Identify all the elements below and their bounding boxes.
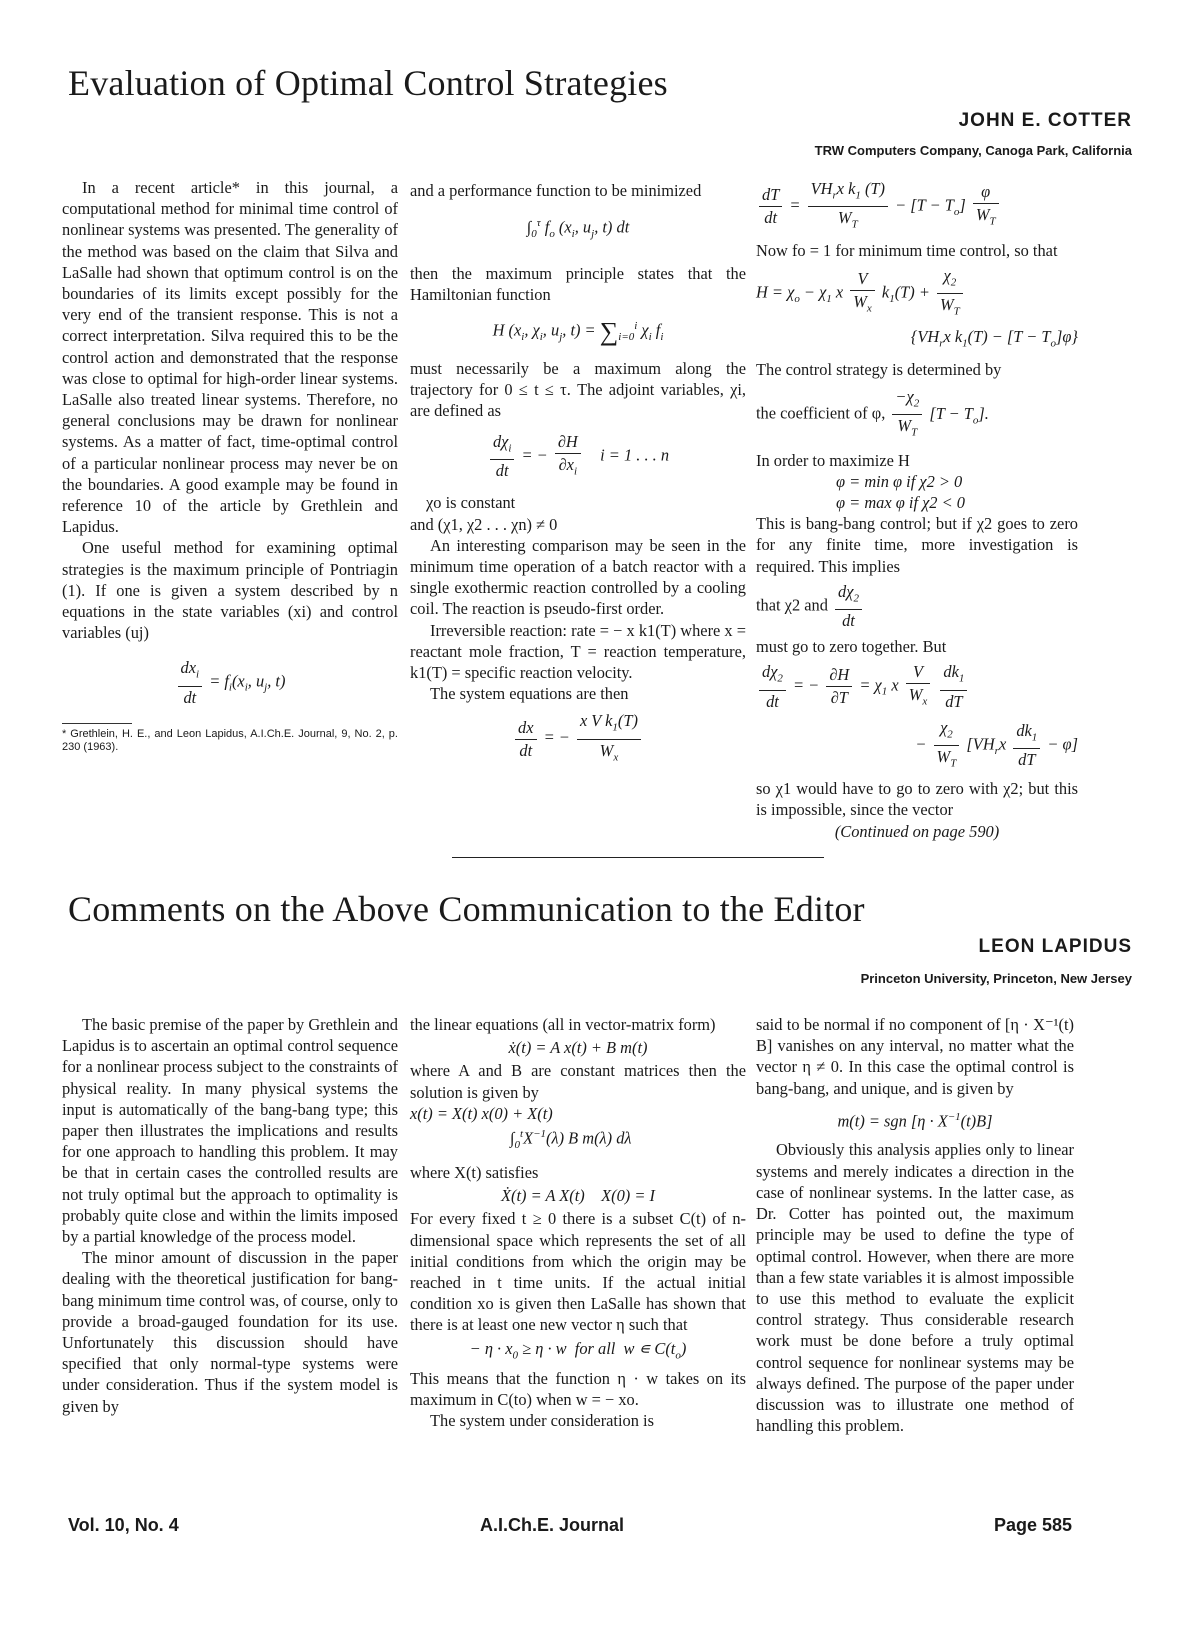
paragraph: Irreversible reaction: rate = − x k1(T) where x = reactant mole fraction, T = reaction temperature, k1(T) = specific reaction velocity. xyxy=(410,620,746,683)
paragraph: the linear equations (all in vector-matrix form) xyxy=(410,1015,716,1034)
equation: {$VH_rx$ $k_1(T) - [T - T_o]\varphi$} xyxy=(910,327,1078,350)
section-divider xyxy=(452,857,824,858)
paragraph: An interesting comparison may be seen in the minimum time operation of a batch reactor with a single exothermic reaction controlled by a cooling coil. The reaction is pseudo-first order. xyxy=(410,535,746,619)
footer-volume: Vol. 10, No. 4 xyxy=(68,1515,179,1535)
paragraph: where A and B are constant matrices then the solution is given by xyxy=(410,1061,746,1102)
equation: ẋ(t) = A x(t) + B m(t) xyxy=(508,1038,648,1058)
paragraph: For every fixed t ≥ 0 there is a subset C(t) of n-dimensional space which represents the set of all initial conditions from which the origin may be reached in t time units. If the actual initial condition xo is given then LaSalle has shown that there is at least one new vector η such that xyxy=(410,1209,746,1335)
equation: $\frac{dx_i}{dt}$ = $f_i(x_i$, $u_j$, t) xyxy=(62,657,398,708)
paragraph: This is bang-bang control; but if χ2 goes to zero for any finite time, more investigation is required. This implies xyxy=(756,514,1078,576)
equation: $\int_0^\tau$ $f_o$ ($x_i$, $u_j$, t) dt xyxy=(526,217,630,240)
paragraph: In a recent article* in this journal, a computational method for minimal time control of nonlinear systems was presented. The generality of the method was based on the claim that Silva and LaSalle had shown that optimum control is on the boundaries of its limits except possibly for the very end of the transient response. This is not a correct interpretation. Silva required this to be the control action and demonstrated that the response was close to optimal for high-order linear systems. LaSalle also treated linear systems. Therefore, no general conclusions may be drawn for nonlinear systems. As a matter of fact, time-optimal control of a particular nonlinear process may never be on the boundaries. A good example may be found in reference 10 of the article by Grethlein and Lapidus. xyxy=(62,178,398,537)
author-affiliation: TRW Computers Company, Canoga Park, California xyxy=(814,143,1132,158)
equation: m(t) = sgn $[\eta \cdot X^{-1}(t)B]$ xyxy=(837,1110,993,1131)
paragraph: then the maximum principle states that the Hamiltonian function xyxy=(410,264,746,305)
equation-line: that χ2 and $\frac{d\chi_2}{dt}$ xyxy=(756,581,1078,632)
article1-column-3 xyxy=(756,178,1078,842)
footnote-rule xyxy=(62,723,132,724)
inline-text: the coefficient of φ, xyxy=(756,403,886,423)
equation: − $\frac{\chi_2}{W_T}$ [$VH_rx$ $\frac{dk_1}{dT}$ − φ] xyxy=(915,717,1078,770)
equation: Ẋ(t) = A X(t) X(0) = I xyxy=(501,1186,655,1206)
author-name: LEON LAPIDUS xyxy=(978,936,1132,957)
author-name: JOHN E. COTTER xyxy=(958,110,1132,131)
paragraph: said to be normal if no component of [η · X⁻¹(t) B] vanishes on any interval, no matter what the vector η ≠ 0. In this case the optimal control is bang-bang, and unique, and is given by xyxy=(756,1015,1074,1098)
paragraph: The system equations are then xyxy=(430,684,629,704)
equation: H ($x_i$, $\chi_i$, $u_j$, $t) = \sum_{i=0}^i$ $\chi_i$ $f_i$ xyxy=(492,316,664,346)
paragraph: so χ1 would have to go to zero with χ2; but this is impossible, since the vector xyxy=(756,779,1078,820)
paragraph: One useful method for examining optimal strategies is the maximum principle of Pontriagin (1). If one is given a system described by n equations in the state variables (xi) and control variables (uj) xyxy=(62,538,398,643)
paragraph: must go to zero together. But xyxy=(756,637,947,657)
paragraph: χo is constant xyxy=(426,493,516,513)
paragraph: The system under consideration is xyxy=(430,1411,654,1431)
paragraph: Obviously this analysis applies only to linear systems and merely indicates a direction in the case of nonlinear systems. In the latter case, as Dr. Cotter has pointed out, the maximum principle may be used to define the type of optimal control. However, when there are more than a few state variables it is almost impossible to use this method to evaluate the explicit control strategy. Thus considerable research work must be done before a truly optimal control sequence for nonlinear systems may be always defined. The purpose of the paper under discussion was to illustrate one method of handling this problem. xyxy=(756,1140,1074,1436)
equation: x(t) = X(t) x(0) + X(t) xyxy=(410,1103,553,1123)
article2-column-3 xyxy=(756,1014,1074,1436)
equation: $\frac{d\chi_2}{dt}$ = − $\frac{\partial H}{\partial T}$ = $\chi_1$ x $\frac{V}{W_x}$ $\frac{dk_1}{dT}$ xyxy=(756,661,1078,712)
paragraph: This means that the function η · w takes on its maximum in C(to) when w = − xo. xyxy=(410,1369,746,1410)
equation: $H = \chi_o - \chi_1$ x $\frac{V}{W_x}$ $k_1(T)$ + $\frac{\chi_2}{W_T}$ xyxy=(756,265,1078,323)
footer-page-number: Page 585 xyxy=(993,1515,1072,1535)
continued-note: (Continued on page 590) xyxy=(834,821,1000,841)
footer-journal: A.I.Ch.E. Journal xyxy=(480,1515,625,1535)
article2-column-2 xyxy=(410,1014,746,1432)
paragraph: The minor amount of discussion in the paper dealing with the theoretical justification for bang-bang minimum time control was, of course, only to provide a broad-gauged foundation for its use. Unfortunately this discussion should have specified that only normal-type systems were under consideration. Thus if the system model is given by xyxy=(62,1248,398,1416)
article2-column-1 xyxy=(62,1014,398,1417)
equation-line: the coefficient of φ, $\frac{-\chi_2}{W_T}$ $[T - T_o]$. xyxy=(756,387,989,439)
equation: φ = min φ if χ2 > 0 xyxy=(836,471,963,491)
article-title: Evaluation of Optimal Control Strategies xyxy=(68,63,668,103)
article-title: Comments on the Above Communication to the Editor xyxy=(68,889,865,929)
paragraph: The basic premise of the paper by Grethlein and Lapidus is to ascertain an optimal control sequence for a nonlinear process subject to the constraints of physical reality. In many physical systems the input is automatically of the bang-bang type; this paper then illustrates the implications and results for one approach to handling this problem. It may be that in certain cases the controlled results are not truly optimal but the approach to optimality is probably quite close and within the limits imposed by a partial knowledge of the process model. xyxy=(62,1015,398,1247)
author-affiliation: Princeton University, Princeton, New Jersey xyxy=(860,971,1132,986)
paragraph: The control strategy is determined by xyxy=(756,359,1002,379)
paragraph: and a performance function to be minimized xyxy=(410,181,702,200)
equation: $\frac{dT}{dt}$ = $\frac{VH_rx k_1 (T)}{W_T}$ − $[T - T_o]$ $\frac{\varphi}{W_T}$ xyxy=(756,178,1078,236)
footnote: * Grethlein, H. E., and Leon Lapidus, A.I.Ch.E. Journal, 9, No. 2, p. 230 (1963). xyxy=(62,727,398,753)
equation: φ = max φ if χ2 < 0 xyxy=(836,492,965,512)
paragraph: In order to maximize H xyxy=(756,450,910,470)
inline-text: that χ2 and xyxy=(756,595,828,615)
equation: $\frac{d\chi_i}{dt}$ = − $\frac{\partial H}{\partial x_i}$ i = 1 . . . n xyxy=(410,431,746,482)
article1-column-1 xyxy=(62,177,398,754)
paragraph: must necessarily be a maximum along the trajectory for 0 ≤ t ≤ τ. The adjoint variables, χi, are defined as xyxy=(410,358,746,420)
paragraph: and (χ1, χ2 . . . χn) ≠ 0 xyxy=(410,514,558,534)
equation: $\frac{dx}{dt}$ = − $\frac{x V k_1(T)}{W_x}$ xyxy=(410,710,746,768)
paragraph: where X(t) satisfies xyxy=(410,1162,539,1182)
equation: $\int_0^tX^{-1}(\lambda)$ B m(λ) dλ xyxy=(510,1128,632,1151)
paragraph: Now fo = 1 for minimum time control, so that xyxy=(756,240,1058,260)
equation: − $\eta \cdot x_0 \ge \eta \cdot w$ for all w ∊ $C(t_o)$ xyxy=(469,1338,687,1361)
article1-column-2 xyxy=(410,180,746,774)
